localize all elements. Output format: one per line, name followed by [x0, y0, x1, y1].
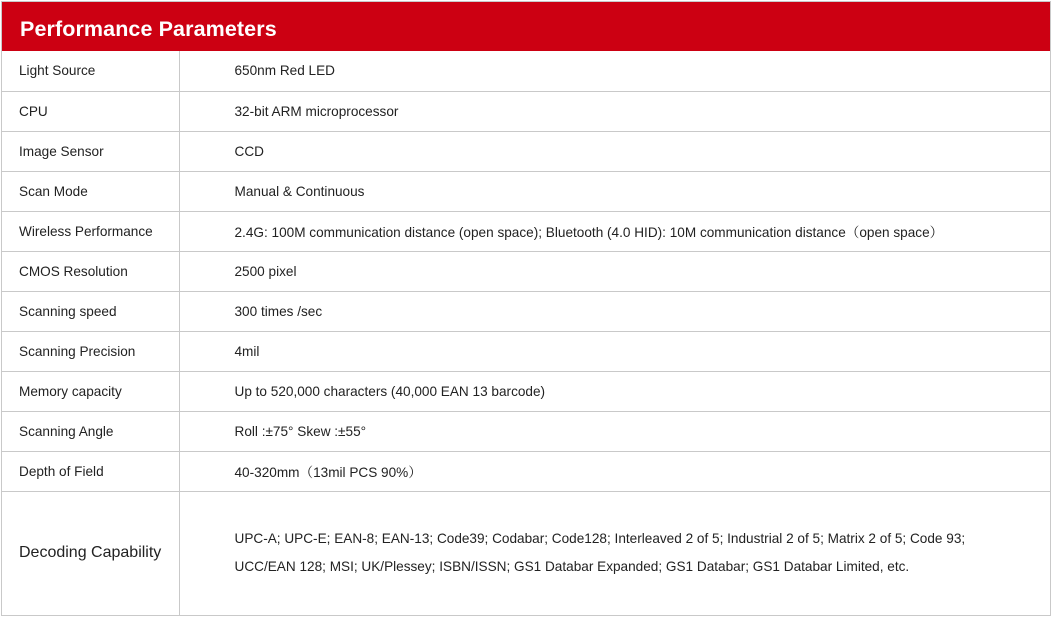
param-label: Wireless Performance [2, 211, 179, 251]
param-value: Roll :±75° Skew :±55° [179, 411, 1050, 451]
table-row [2, 171, 1050, 211]
param-label: Scanning Precision [2, 331, 179, 371]
param-value: 2500 pixel [179, 251, 1050, 291]
param-value: 4mil [179, 331, 1050, 371]
table-row [2, 331, 1050, 371]
param-label: Image Sensor [2, 131, 179, 171]
param-label: Scanning speed [2, 291, 179, 331]
table-row [2, 91, 1050, 131]
param-value: 32-bit ARM microprocessor [179, 91, 1050, 131]
table-row [2, 251, 1050, 291]
table-row [2, 451, 1050, 491]
performance-parameters-sheet [1, 1, 1051, 616]
table-row [2, 371, 1050, 411]
table-row [2, 411, 1050, 451]
param-label: Scanning Angle [2, 411, 179, 451]
param-value-line: UPC-A; UPC-E; EAN-8; EAN-13; Code39; Codabar; Code128; Interleaved 2 of 5; Industrial 2 of 5; Matrix 2 of 5; Code 93; [234, 531, 966, 547]
param-value: CCD [179, 131, 1050, 171]
param-value: 300 times /sec [179, 291, 1050, 331]
param-label: CMOS Resolution [2, 251, 179, 291]
param-label: Depth of Field [2, 451, 179, 491]
param-value: 40-320mm（13mil PCS 90%） [179, 451, 1050, 491]
table-row [2, 131, 1050, 171]
param-label: CPU [2, 91, 179, 131]
param-label: Scan Mode [2, 171, 179, 211]
table-row [2, 491, 1050, 615]
param-label: Decoding Capability [2, 491, 179, 615]
table-row [2, 291, 1050, 331]
param-value-line: UCC/EAN 128; MSI; UK/Plessey; ISBN/ISSN; GS1 Databar Expanded; GS1 Databar; GS1 Databar Limited, etc. [234, 559, 910, 575]
param-value: Up to 520,000 characters (40,000 EAN 13 barcode) [179, 371, 1050, 411]
param-value: Manual & Continuous [179, 171, 1050, 211]
parameters-table [2, 51, 1050, 615]
section-title: Performance Parameters [20, 17, 277, 41]
param-value [179, 491, 1050, 615]
section-header [2, 2, 1050, 51]
table-row [2, 211, 1050, 251]
table-row [2, 51, 1050, 91]
param-label: Light Source [2, 51, 179, 91]
param-value: 650nm Red LED [234, 63, 335, 79]
param-label: Memory capacity [2, 371, 179, 411]
param-value: 2.4G: 100M communication distance (open space); Bluetooth (4.0 HID): 10M communication distance（open space） [179, 211, 1050, 251]
